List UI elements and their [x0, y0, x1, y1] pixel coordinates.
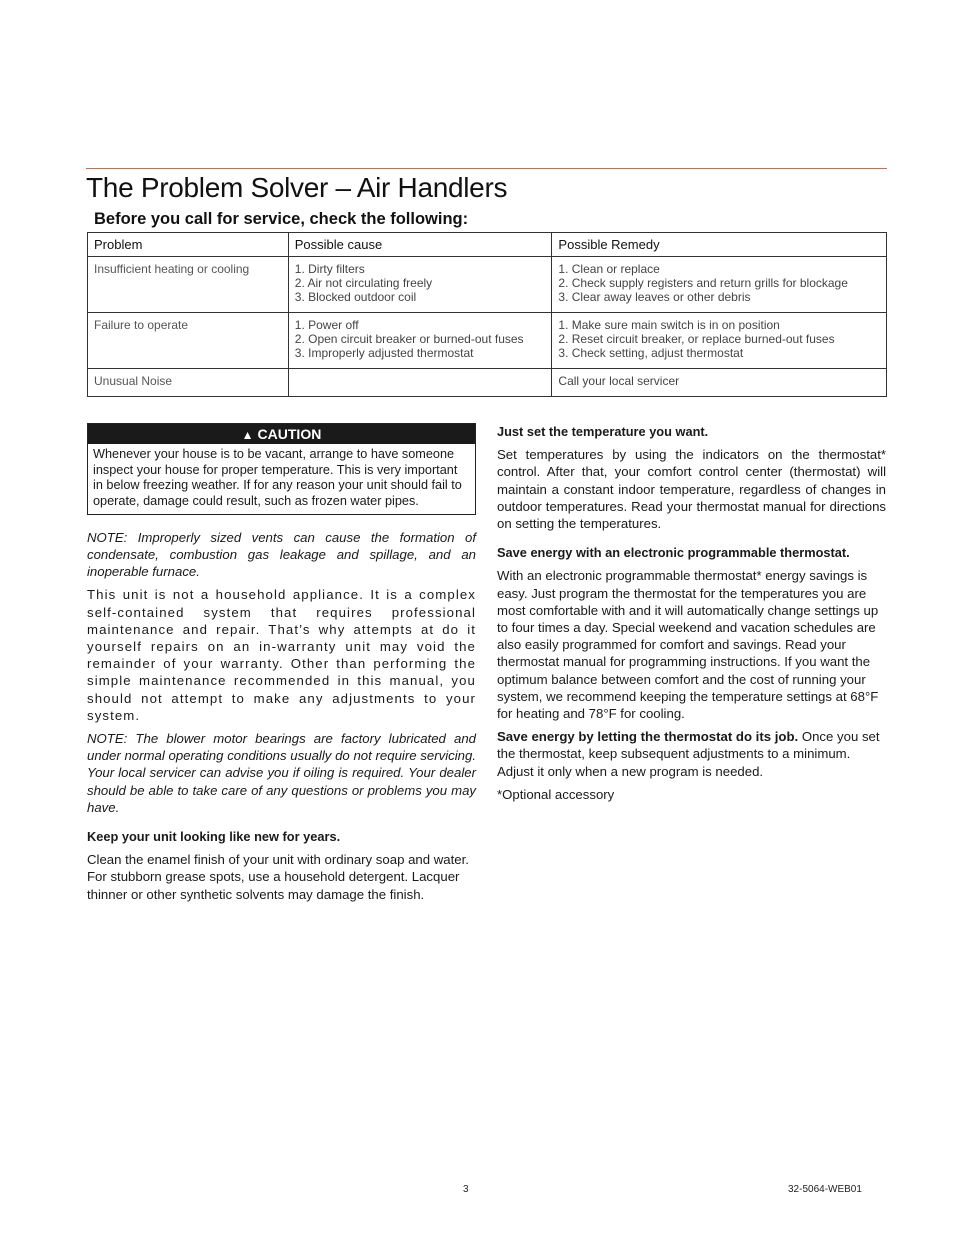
cause-item: 3. Blocked outdoor coil — [294, 290, 417, 304]
paragraph-let-thermostat — [497, 728, 886, 780]
cause-item: 3. Improperly adjusted thermostat — [294, 346, 474, 360]
heading-keep-unit: Keep your unit looking like new for years. — [87, 829, 341, 845]
left-column — [87, 423, 476, 903]
remedy-cell — [552, 257, 887, 313]
heading-save-energy: Save energy with an electronic programmable thermostat. — [497, 545, 850, 561]
cause-cell — [288, 313, 552, 369]
remedy-item: Call your local servicer — [558, 374, 680, 388]
remedy-item: 2. Reset circuit breaker, or replace burned-out fuses — [558, 332, 835, 346]
cause-item: 2. Open circuit breaker or burned-out fuses — [294, 332, 524, 346]
cause-cell — [288, 369, 552, 397]
document-code: 32-5064-WEB01 — [788, 1184, 862, 1195]
table-header-row — [88, 233, 887, 257]
caution-text: Whenever your house is to be vacant, arrange to have someone inspect your house for proper temperature. This is very important in below freezing weather. If for any reason your unit should fail to operate, damage could result, such as frozen water pipes. — [93, 447, 462, 509]
optional-accessory-note: *Optional accessory — [497, 786, 615, 802]
header-problem: Problem — [88, 233, 289, 257]
header-possible-remedy: Possible Remedy — [552, 233, 887, 257]
cause-item: 1. Power off — [294, 318, 359, 332]
paragraph-not-appliance: This unit is not a household appliance. It is a complex self-contained system that requires professional maintenance and repair. That’s why attempts at do it yourself repairs on an in-warranty unit may void the remainder of your warranty. Other than performing the simple maintenance recommended in this manual, you should not attempt to make any adjustments to your system. — [87, 587, 476, 723]
right-column — [497, 423, 886, 803]
problem-cell: Failure to operate — [88, 313, 289, 369]
header-rule — [86, 168, 887, 169]
cause-item: 1. Dirty filters — [294, 262, 365, 276]
remedy-item: 1. Make sure main switch is in on position — [558, 318, 780, 332]
warning-triangle-icon: ▲ — [241, 428, 254, 442]
remedy-cell — [552, 313, 887, 369]
note-bearings: NOTE: The blower motor bearings are factory lubricated and under normal operating conditions usually do not require servicing. Your local servicer can advise you if oiling is required. Your dealer should be able to take care of any questions or problems you may have. — [87, 731, 476, 815]
problem-solver-table — [87, 232, 887, 397]
page-subtitle: Before you call for service, check the following: — [94, 210, 469, 228]
lead-let-thermostat: Save energy by letting the thermostat do its job. — [497, 729, 799, 745]
header-possible-cause: Possible cause — [288, 233, 552, 257]
cause-cell — [288, 257, 552, 313]
caution-header — [88, 424, 475, 444]
note-vents: NOTE: Improperly sized vents can cause the formation of condensate, combustion gas leakage and spillage, and an inoperable furnace. — [87, 529, 476, 580]
table-row — [88, 369, 887, 397]
paragraph-save-energy: With an electronic programmable thermostat* energy savings is easy. Just program the thermostat for the temperatures you are most comfortable with and it will automatically change settings up to four times a day. Special weekend and vacation schedules are also easily programmed for comfort and savings. Read your thermostat manual for programming instructions. If you want the optimum balance between comfort and the cost of running your system, we recommend keeping the temperature settings at 68°F for heating and 78°F for cooling. — [497, 568, 879, 722]
page-number: 3 — [463, 1184, 469, 1195]
text-let-thermostat: Once you set the thermostat, keep subsequent adjustments to a minimum. Adjust it only when a new program is needed. — [497, 729, 880, 779]
remedy-item: 3. Check setting, adjust thermostat — [558, 346, 744, 360]
heading-set-temperature: Just set the temperature you want. — [497, 424, 709, 439]
table-row — [88, 257, 887, 313]
remedy-item: 3. Clear away leaves or other debris — [558, 290, 751, 304]
remedy-cell — [552, 369, 887, 397]
caution-label: CAUTION — [257, 426, 322, 442]
table-row — [88, 313, 887, 369]
paragraph-set-temperature: Set temperatures by using the indicators on the thermostat* control. After that, your comfort control center (thermostat) will maintain a constant indoor temperature, regardless of changes in outdoor temperatures. Read your thermostat manual for directions on setting the temperatures. — [497, 447, 886, 532]
paragraph-keep-unit: Clean the enamel finish of your unit with ordinary soap and water. For stubborn grease spots, use a household detergent. Lacquer thinner or other synthetic solvents may damage the finish. — [87, 852, 469, 902]
remedy-item: 1. Clean or replace — [558, 262, 660, 276]
problem-cell: Insufficient heating or cooling — [88, 257, 289, 313]
problem-cell: Unusual Noise — [88, 369, 289, 397]
remedy-item: 2. Check supply registers and return grills for blockage — [558, 276, 848, 290]
cause-item: 2. Air not circulating freely — [294, 276, 433, 290]
caution-box — [87, 423, 476, 515]
page-title: The Problem Solver – Air Handlers — [86, 172, 508, 203]
